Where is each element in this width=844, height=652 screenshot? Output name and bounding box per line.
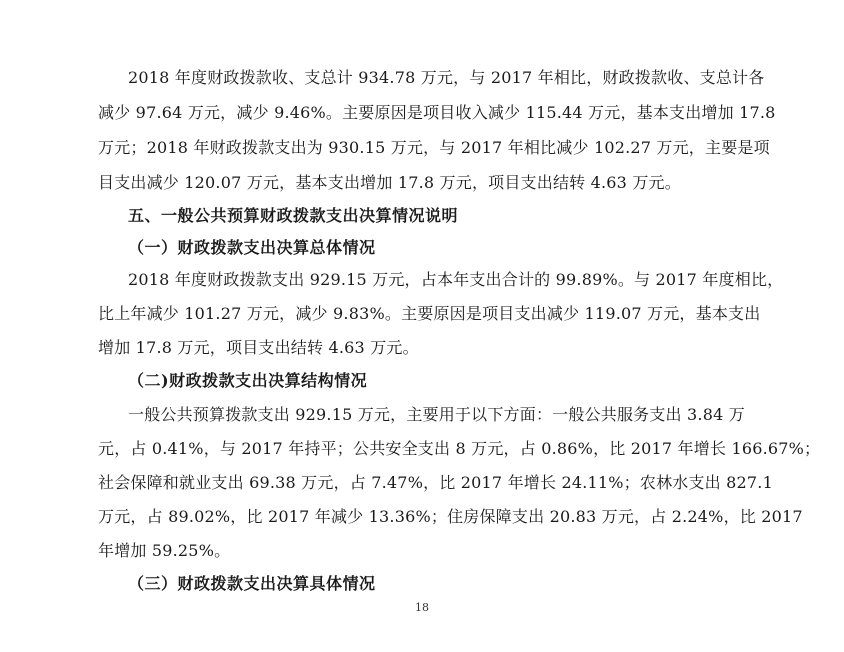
- subsection-heading: （二)财政拨款支出决算结构情况: [128, 371, 368, 390]
- paragraph-line: 减少 97.64 万元，减少 9.46%。主要原因是项目收入减少 115.44 万元，基本支出增加 17.8: [98, 103, 776, 122]
- paragraph-line: 万元，占 89.02%，比 2017 年减少 13.36%；住房保障支出 20.83 万元，占 2.24%，比 2017: [98, 507, 803, 526]
- paragraph-line: 目支出减少 120.07 万元，基本支出增加 17.8 万元，项目支出结转 4.63 万元。: [98, 173, 681, 192]
- subsection-heading: （一）财政拨款支出决算总体情况: [128, 238, 376, 257]
- subsection-heading: （三）财政拨款支出决算具体情况: [128, 574, 376, 593]
- paragraph-line: 年增加 59.25%。: [98, 541, 231, 560]
- paragraph-line: 增加 17.8 万元，项目支出结转 4.63 万元。: [98, 338, 419, 357]
- paragraph-line: 元，占 0.41%，与 2017 年持平；公共安全支出 8 万元，占 0.86%，比 2017 年增长 166.67%；: [98, 439, 821, 458]
- paragraph-line: 2018 年度财政拨款收、支总计 934.78 万元，与 2017 年相比，财政拨款收、支总计各: [128, 68, 765, 87]
- paragraph-line: 一般公共预算拨款支出 929.15 万元，主要用于以下方面：一般公共服务支出 3.84 万: [128, 405, 745, 424]
- paragraph-line: 社会保障和就业支出 69.38 万元，占 7.47%，比 2017 年增长 24.11%；农林水支出 827.1: [98, 473, 773, 492]
- page-number: 18: [415, 601, 429, 614]
- paragraph-line: 2018 年度财政拨款支出 929.15 万元，占本年支出合计的 99.89%。与 2017 年度相比，: [128, 270, 784, 289]
- paragraph-line: 万元；2018 年财政拨款支出为 930.15 万元，与 2017 年相比减少 102.27 万元，主要是项: [98, 138, 770, 157]
- section-heading: 五、一般公共预算财政拨款支出决算情况说明: [128, 206, 459, 225]
- paragraph-line: 比上年减少 101.27 万元，减少 9.83%。主要原因是项目支出减少 119.07 万元，基本支出: [98, 304, 761, 323]
